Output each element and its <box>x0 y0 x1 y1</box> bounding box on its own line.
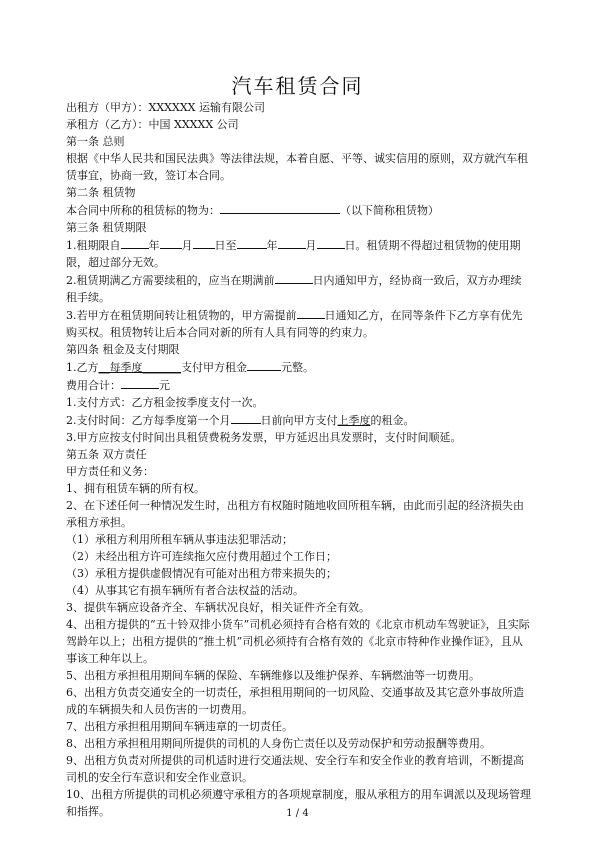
duty-2-sub-1: （1）承租方利用所租车辆从事违法犯罪活动； <box>66 533 293 546</box>
page-number: 1 / 4 <box>286 808 309 819</box>
article-4-item-1: 1.乙方__每季度_______支付甲方租金 元整。 <box>66 358 531 376</box>
document-body <box>66 99 531 820</box>
duty-9: 9、出租方负责对所提供的司机适时进行交通法规、安全行车和安全作业的教育培训，不断提高司机的安全行车意识和安全作业意识。 <box>66 754 524 784</box>
article-3-heading: 第三条 租赁期限 <box>66 221 147 234</box>
duty-5: 5、出租方承担租用期间车辆的保险、车辆维修以及维护保养、车辆燃油等一切费用。 <box>66 669 480 682</box>
duty-2-sub-4: （4）从事其它有损车辆所有者合法权益的活动。 <box>66 584 304 597</box>
article-1-text: 根据《中华人民共和国民法典》等法律法规，本着自愿、平等、诚实信用的原则，双方就汽车租赁事宜，协商一致，签订本合同。 <box>66 152 528 182</box>
article-4-heading: 第四条 租金及支付期限 <box>66 343 180 356</box>
payment-time: 2.支付时间：乙方每季度第一个月 日前向甲方支付上季度的租金。 <box>66 411 531 429</box>
lessee-line: 承租方（乙方）：中国 XXXXX 公司 <box>66 118 239 131</box>
article-3-item-3: 3.若甲方在租赁期间转让租赁物的，甲方需提前 日通知乙方，在同等条件下乙方享有优先购买权。租赁物转让后本合同对新的所有人具有同等的约束力。 <box>66 306 531 341</box>
document-title: 汽车租赁合同 <box>231 74 364 98</box>
duty-3: 3、提供车辆应设备齐全、车辆状况良好，相关证件齐全有效。 <box>66 601 370 614</box>
article-1-heading: 第一条 总则 <box>66 135 125 148</box>
total-fee-line: 费用合计： 元 <box>66 376 531 394</box>
article-3-item-1: 1.租期限自 年 月 日至 年 月 日。租赁期不得超过租赁物的使用期限，超过部分无效。 <box>66 236 531 271</box>
duty-7: 7、出租方承担租用期间车辆违章的一切责任。 <box>66 720 293 733</box>
lessor-line: 出租方（甲方）：XXXXXX 运输有限公司 <box>66 101 265 114</box>
duty-2: 2、在下述任何一种情况发生时，出租方有权随时随地收回所租车辆，由此而引起的经济损失由承租方承担。 <box>66 499 524 529</box>
article-5-heading: 第五条 双方责任 <box>66 448 147 461</box>
duty-2-sub-3: （3）承租方提供虚假情况有可能对出租方带来损失的； <box>66 567 337 580</box>
duty-2-sub-2: （2）未经出租方许可连续拖欠应付费用超过个工作日； <box>66 550 337 563</box>
invoice-clause: 3.甲方应按支付时间出具租赁费税务发票，甲方延迟出具发票时，支付时间顺延。 <box>66 431 462 444</box>
duty-1: 1、拥有租赁车辆的所有权。 <box>66 482 205 495</box>
duty-4: 4、出租方提供的“五十铃双排小货车”司机必须持有合格有效的《北京市机动车驾驶证》，且实际驾龄年以上；出租方提供的“推土机”司机必须持有合格有效的《北京市特种作业操作证》，且从事该工种年以上。 <box>66 618 530 665</box>
payment-method: 1.支付方式：乙方租金按季度支付一次。 <box>66 396 264 409</box>
duty-10: 10、出租方所提供的司机必须遵守承租方的各项规章制度，服从承租方的用车调派以及现场管理和指挥。 <box>66 788 531 818</box>
article-3-item-2: 2.租赁期满乙方需要续租的，应当在期满前 日内通知甲方，经协商一致后，双方办理续租手续。 <box>66 271 531 306</box>
party-a-duties-heading: 甲方责任和义务： <box>66 465 154 478</box>
article-2-heading: 第二条 租赁物 <box>66 186 136 199</box>
duty-6: 6、出租方负责交通安全的一切责任，承担租用期间的一切风险、交通事故及其它意外事故所造成的车辆损失和人员伤害的一切费用。 <box>66 686 524 716</box>
blank-field <box>220 201 340 214</box>
duty-8: 8、出租方承担租用期间所提供的司机的人身伤亡责任以及劳动保护和劳动报酬等费用。 <box>66 737 491 750</box>
article-2-text: 本合同中所称的租赁标的物为： （以下简称租赁物） <box>66 201 531 219</box>
